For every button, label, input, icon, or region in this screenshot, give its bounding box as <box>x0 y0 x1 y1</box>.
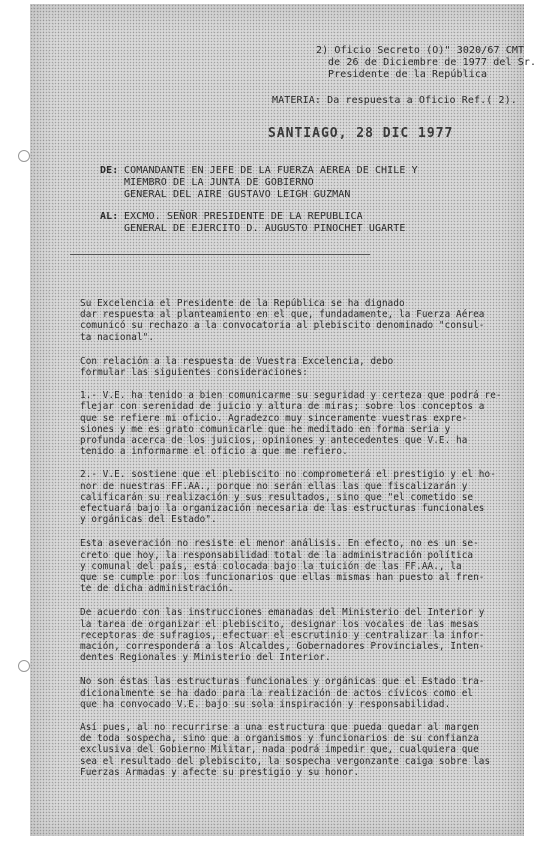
paragraph-line: De acuerdo con las instrucciones emanadas del Ministerio del Interior y <box>80 607 485 619</box>
paragraph-line: dicionalmente se ha dado para la realización de actos cívicos como el <box>80 687 474 699</box>
paragraph-line: flejar con serenidad de juicio y altura de miras; sobre los conceptos a <box>80 401 485 413</box>
al-line: EXCMO. SEÑOR PRESIDENTE DE LA REPUBLICA <box>124 211 363 222</box>
paragraph-line: y orgánicas del Estado". <box>80 514 217 526</box>
paragraph-line: dar respuesta al planteamiento en el que, fundadamente, la Fuerza Aérea <box>80 309 485 321</box>
paragraph-line: que se cumple por los funcionarios que ellas mismas han puesto al fren- <box>80 572 485 583</box>
de-line: GENERAL DEL AIRE GUSTAVO LEIGH GUZMAN <box>124 189 351 200</box>
paragraph-line: mación, corresponderá a los Alcaldes, Gobernadores Provinciales, Inten- <box>80 641 485 652</box>
paragraph-line: Así pues, al no recurrirse a una estructura que pueda quedar al margen <box>80 722 479 733</box>
paragraph-line: tenido a informarme el oficio a que me refiero. <box>80 446 348 458</box>
paragraph-line: la tarea de organizar el plebiscito, designar los vocales de las mesas <box>80 618 479 630</box>
paragraph-line: sea el resultado del plebiscito, la sospecha vergonzante caiga sobre las <box>80 755 491 767</box>
paragraph-line: exclusiva del Gobierno Militar, nada podrá impedir que, cualquiera que <box>80 744 479 756</box>
paragraph-line: que ha convocado V.E. bajo su sola inspiración y responsabilidad. <box>80 698 451 710</box>
header-reference-line: 2) Oficio Secreto (O)" 3020/67 CMT <box>316 45 525 56</box>
punch-hole <box>18 660 30 672</box>
de-label: DE: <box>100 165 119 176</box>
materia-line: MATERIA: Da respuesta a Oficio Ref.( 2). <box>272 95 517 106</box>
paragraph-line: profunda acerca de los juicios, opiniones y antecedentes que V.E. ha <box>80 435 468 446</box>
paragraph-line: receptoras de sufragios, efectuar el escrutinio y centralizar la infor- <box>80 629 485 641</box>
paragraph-line: de toda sospecha, sino que a organismos y funcionarios de su confianza <box>80 733 479 745</box>
separator-line <box>70 254 370 255</box>
paragraph-line: siones y me es grato comunicarle que he meditado en forma seria y <box>80 423 451 435</box>
paragraph-line: efectuará bajo la organización necesaria de las estructuras funcionales <box>80 503 485 514</box>
paragraph-line: y comunal del país, está colocada bajo la tuición de las FF.AA., la <box>80 560 462 572</box>
page-margin <box>0 0 30 842</box>
paragraph-line: 2.- V.E. sostiene que el plebiscito no comprometerá el prestigio y el ho- <box>80 469 496 481</box>
paragraph-line: nor de nuestras FF.AA., porque no serán ellas las que fiscalizarán y <box>80 480 468 492</box>
punch-hole <box>18 150 30 162</box>
al-label: AL: <box>100 211 119 222</box>
de-line: COMANDANTE EN JEFE DE LA FUERZA AEREA DE CHILE Y <box>124 165 418 176</box>
paragraph-line: Fuerzas Armadas y afecte su prestigio y su honor. <box>80 766 360 778</box>
paragraph-line: Con relación a la respuesta de Vuestra Excelencia, debo <box>80 355 394 367</box>
paragraph-line: No son éstas las estructuras funcionales y orgánicas que el Estado tra- <box>80 676 485 688</box>
paragraph-line: Su Excelencia el Presidente de la República se ha dignado <box>80 298 405 309</box>
date-stamp: SANTIAGO, 28 DIC 1977 <box>268 126 454 141</box>
paragraph-line: calificarán su realización y sus resultados, sino que "el cometido se <box>80 491 474 503</box>
de-line: MIEMBRO DE LA JUNTA DE GOBIERNO <box>124 177 314 188</box>
al-line: GENERAL DE EJERCITO D. AUGUSTO PINOCHET UGARTE <box>124 223 406 234</box>
paragraph-line: que se refiere mi oficio. Agradezco muy sinceramente vuestras expre- <box>80 412 468 424</box>
header-reference-line: Presidente de la República <box>328 69 488 80</box>
paragraph-line: dentes Regionales y Ministerio del Interior. <box>80 652 331 664</box>
paragraph-line: te de dicha administración. <box>80 583 234 595</box>
header-reference-line: de 26 de Diciembre de 1977 del Sr. <box>328 57 537 68</box>
paragraph-line: formular las siguientes consideraciones: <box>80 367 308 378</box>
paragraph-line: comunicó su rechazo a la convocatoria al plebiscito denominado "consul- <box>80 320 485 332</box>
paragraph-line: 1.- V.E. ha tenido a bien comunicarme su seguridad y certeza que podrá re- <box>80 390 502 402</box>
paragraph-line: Esta aseveración no resiste el menor análisis. En efecto, no es un se- <box>80 538 479 550</box>
paragraph-line: creto que hoy, la responsabilidad total de la administración política <box>80 549 474 561</box>
paragraph-line: ta nacional". <box>80 331 155 343</box>
